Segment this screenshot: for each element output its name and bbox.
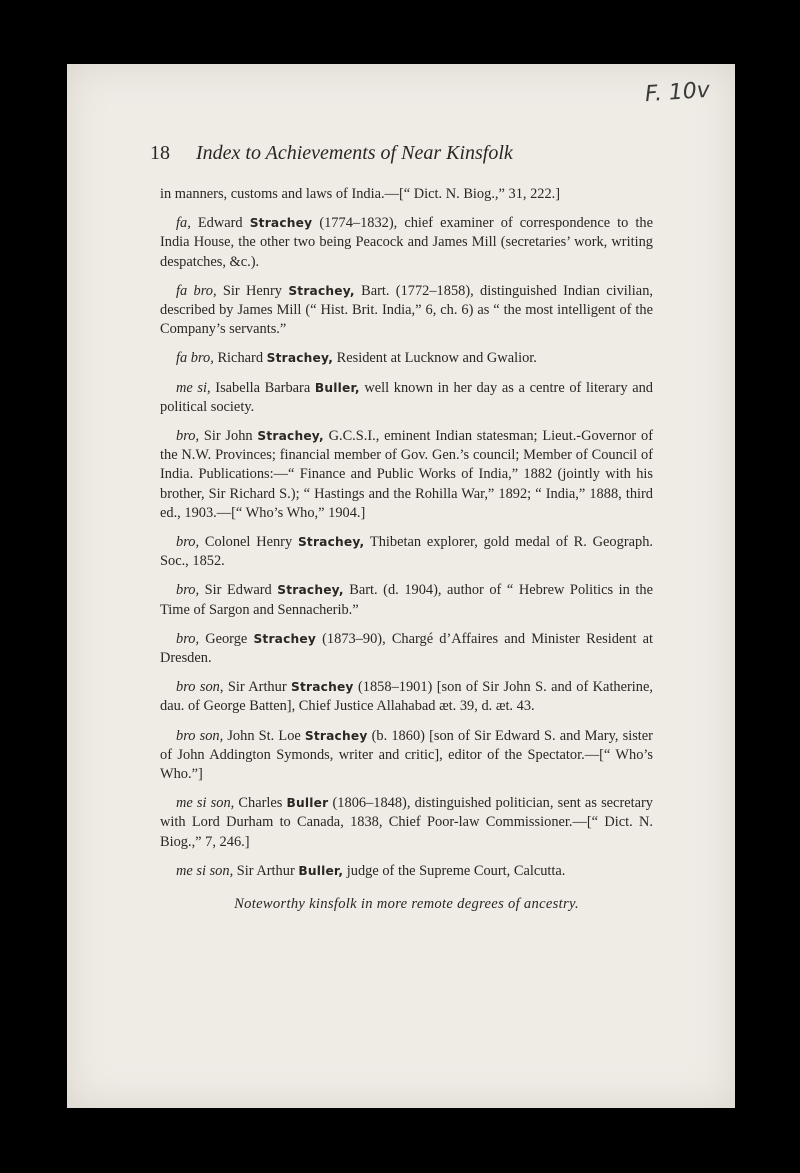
surname: Strachey, — [257, 429, 324, 444]
surname: Strachey, — [266, 351, 334, 366]
relation-label: bro, — [176, 428, 200, 445]
relation-label: bro son, — [176, 727, 224, 744]
relation-label: me si, — [176, 379, 211, 396]
running-head — [150, 142, 513, 165]
relation-label: bro, — [176, 582, 200, 599]
surname: Buller — [286, 796, 329, 811]
relation-label: fa, — [176, 215, 191, 232]
relation-label: me si son, — [176, 795, 235, 812]
entry-richard-strachey: fa bro, Richard Strachey, Resident at Lucknow and Gwalior. — [176, 350, 537, 367]
surname: Strachey — [253, 631, 316, 646]
surname: Strachey — [304, 728, 368, 743]
entry-john-strachey: bro, Sir John Strachey, G.C.S.I., eminent Indian statesman; Lieut.-Governor of the N.W. Provinces; financial member of Gov. Gen.’s council; Member of Council of India. Publications:—“ Finance and Public Works of India,” 1882 (jointly with his brother, Sir Richard S.); “ Hastings and the Rohilla War,” 1892; “ India,” 1888, third ed., 1903.—[“ Who’s Who,” 1904.] — [160, 428, 653, 521]
entry-george-strachey: bro, George Strachey (1873–90), Chargé d’Affaires and Minister Resident at Dresden. — [160, 630, 653, 667]
surname: Strachey — [291, 680, 354, 695]
page-number: 18 — [150, 142, 170, 164]
relation-label: fa bro, — [176, 350, 214, 367]
index-body — [160, 185, 653, 929]
relation-label: bro, — [176, 630, 200, 647]
relation-label: fa bro, — [176, 282, 217, 299]
surname: Strachey, — [277, 583, 344, 598]
entry-edward-strachey: fa, Edward Strachey (1774–1832), chief examiner of correspondence to the India House, the other two being Peacock and James Mill (secretaries’ work, writing despatches, &c.). — [160, 215, 653, 270]
entry-henry-strachey-colonel: bro, Colonel Henry Strachey, Thibetan explorer, gold medal of R. Geograph. Soc., 1852. — [160, 534, 653, 570]
entry-john-st-loe-strachey: bro son, John St. Loe Strachey (b. 1860) [son of Sir Edward S. and Mary, sister of John Addington Symonds, writer and critic], editor of the Spectator.—[“ Who’s Who.”] — [160, 727, 653, 783]
handwritten-folio-annotation: F. 10v — [644, 77, 711, 108]
entry-arthur-buller: me si son, Sir Arthur Buller, judge of the Supreme Court, Calcutta. — [176, 862, 566, 879]
entry-isabella-buller: me si, Isabella Barbara Buller, well known in her day as a centre of literary and political society. — [160, 379, 653, 415]
surname: Strachey — [249, 216, 313, 231]
relation-label: bro, — [176, 534, 200, 551]
entry-henry-strachey: fa bro, Sir Henry Strachey, Bart. (1772–1858), distinguished Indian civilian, described by James Mill (“ Hist. Brit. India,” 6, ch. 6) as “ the most intelligent of the Company’s servants.” — [160, 282, 653, 338]
surname: Buller, — [314, 380, 360, 395]
relation-label: bro son, — [176, 679, 224, 696]
surname: Buller, — [298, 863, 344, 878]
surname: Strachey, — [288, 283, 355, 298]
entry-arthur-strachey: bro son, Sir Arthur Strachey (1858–1901) [son of Sir John S. and of Katherine, dau. of George Batten], Chief Justice Allahabad æt. 39, d. æt. 43. — [160, 679, 653, 715]
entry-edward-strachey-bart: bro, Sir Edward Strachey, Bart. (d. 1904), author of “ Hebrew Politics in the Time of Sargon and Sennacherib.” — [160, 582, 653, 618]
relation-label: me si son, — [176, 862, 234, 879]
surname: Strachey, — [297, 535, 365, 550]
running-title: Index to Achievements of Near Kinsfolk — [196, 142, 513, 164]
section-heading-remote-kinsfolk: Noteworthy kinsfolk in more remote degrees of ancestry. — [234, 896, 579, 913]
entry-charles-buller: me si son, Charles Buller (1806–1848), distinguished politician, sent as secretary with Lord Durham to Canada, 1838, Chief Poor-law Commissioner.—[“ Dict. N. Biog.,” 7, 246.] — [160, 795, 654, 850]
entry-continuation: in manners, customs and laws of India.—[“ Dict. N. Biog.,” 31, 222.] — [160, 186, 561, 202]
